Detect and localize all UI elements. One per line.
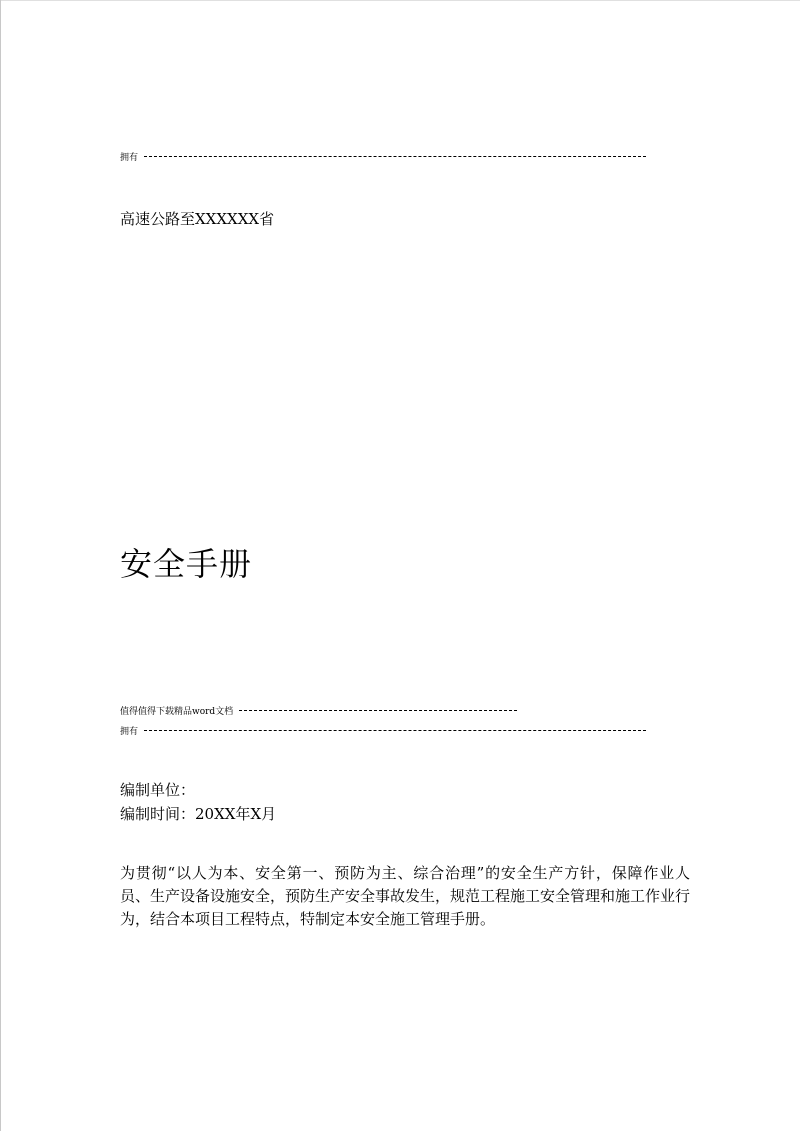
document-subtitle: 高速公路至XXXXXX省	[120, 210, 275, 228]
header-rule-top-dashes	[144, 156, 646, 157]
compile-unit: 编制单位：	[120, 781, 196, 799]
document-title: 安全手册	[120, 545, 253, 583]
download-rule	[120, 706, 517, 718]
header-rule-bottom-dashes	[144, 730, 646, 731]
compile-time: 编制时间：20XX年X月	[120, 805, 277, 823]
download-rule-dashes	[239, 710, 517, 711]
header-rule-top-label: 拥有	[120, 153, 139, 163]
download-rule-label: 值得值得下载精品word文档	[120, 707, 234, 717]
header-rule-top	[120, 152, 646, 164]
page-left-edge	[0, 0, 1, 1131]
page-top-edge	[0, 0, 800, 1]
preface-paragraph: 为贯彻“以人为本、安全第一、预防为主、综合治理”的安全生产方针，保障作业人员、生产设备设施安全，预防生产安全事故发生，规范工程施工安全管理和施工作业行为，结合本项目工程特点，特制定本安全施工管理手册。	[120, 864, 691, 928]
header-rule-bottom-label: 拥有	[120, 727, 139, 737]
header-rule-bottom	[120, 726, 646, 738]
